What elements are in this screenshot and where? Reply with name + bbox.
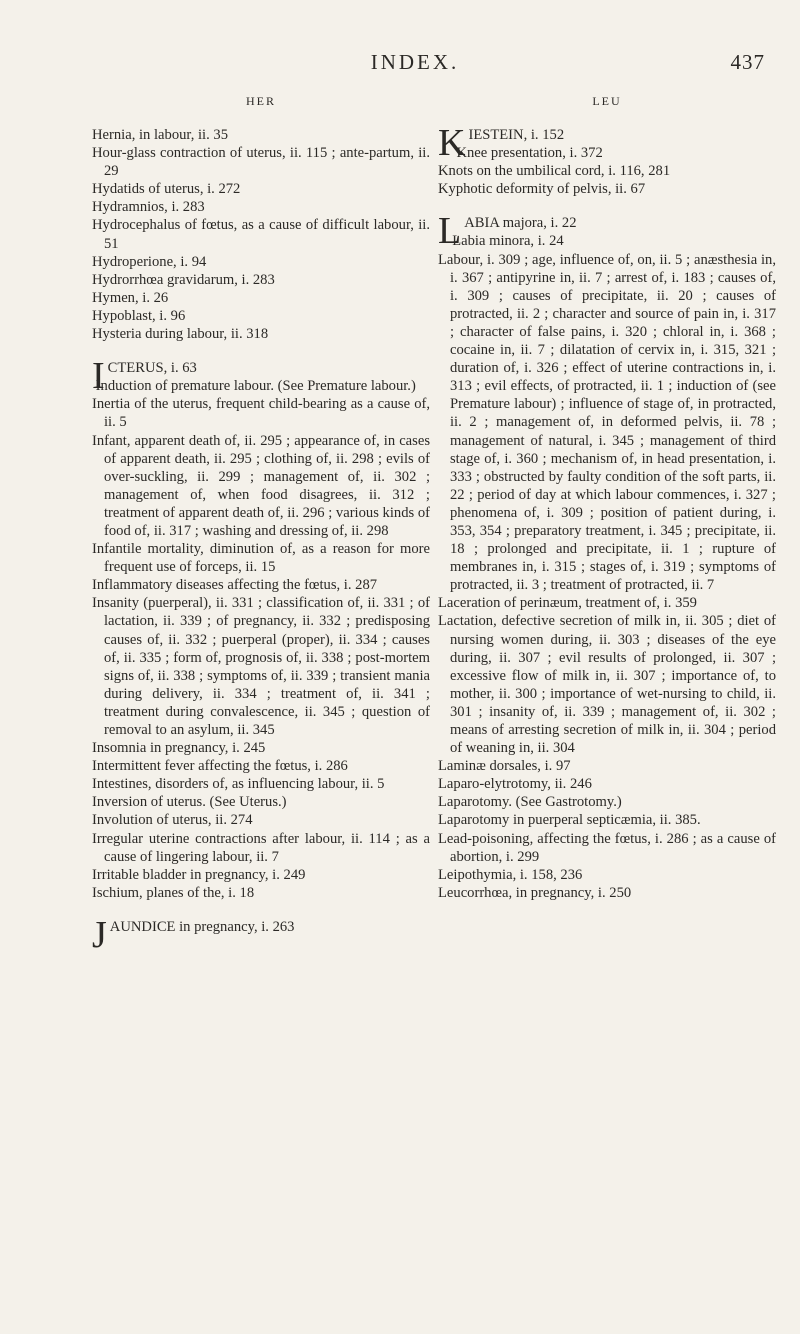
index-entry: Leipothymia, i. 158, 236 [438, 866, 583, 883]
index-entry: Knots on the umbilical cord, i. 116, 281 [438, 163, 671, 180]
header-title: INDEX. [370, 50, 460, 74]
lead-entry-text: ABIA majora, i. 22 [464, 215, 577, 232]
index-entry: Kyphotic deformity of pelvis, ii. 67 [438, 181, 646, 198]
index-entry: Intestines, disorders of, as influencing labour, ii. 5 [92, 776, 385, 793]
lead-entry-text: CTERUS, i. 63 [107, 360, 197, 377]
index-entry: Involution of uterus, ii. 274 [92, 812, 253, 829]
lead-entry-text: AUNDICE in pregnancy, i. 263 [109, 918, 295, 935]
index-entry: Intermittent fever affecting the fœtus, i. 286 [92, 758, 348, 775]
page-number: 437 [730, 50, 765, 74]
drop-cap-i: I [92, 355, 105, 398]
index-entry: Lead-poisoning, affecting the fœtus, i. 286 ; as a cause of abortion, i. 299 [438, 830, 776, 865]
section-j-lead [92, 913, 430, 956]
left-column [92, 126, 430, 956]
group-h-entries [92, 126, 430, 343]
index-entry: Leucorrhœa, in pregnancy, i. 250 [438, 884, 632, 901]
index-entry: Laparotomy in puerperal septicæmia, ii. 385. [438, 812, 701, 829]
right-column [438, 122, 776, 902]
index-entry: Infantile mortality, diminution of, as a reason for more frequent use of forceps, ii. 15 [92, 541, 430, 576]
index-entry: Hydroperione, i. 94 [92, 253, 207, 270]
index-entry: Laparo-elytrotomy, ii. 246 [438, 776, 592, 793]
index-entry: Hydrorrhœa gravidarum, i. 283 [92, 271, 275, 288]
drop-cap-l: L [438, 210, 462, 253]
index-entry: Insanity (puerperal), ii. 331 ; classification of, ii. 331 ; of lactation, ii. 339 ; of pregnancy, ii. 332 ; predisposing causes of, ii. 332 ; puerperal (proper), ii. 334 ; causes of, ii. 335 ; form of, prognosis of, ii. 338 ; post-mortem signs of, ii. 338 ; symptoms of, ii. 339 ; transient mania during delivery, ii. 334 ; treatment of, ii. 341 ; treatment during convalescence, ii. 345 ; question of removal to an asylum, ii. 345 [92, 595, 430, 738]
index-entry: Induction of premature labour. (See Premature labour.) [95, 378, 416, 395]
index-entry: Ischium, planes of the, i. 18 [92, 884, 255, 901]
index-entry: Hour-glass contraction of uterus, ii. 115 ; ante-partum, ii. 29 [92, 145, 430, 180]
index-entry: Hydramnios, i. 283 [92, 199, 205, 216]
running-header [0, 50, 800, 80]
index-entry: Laceration of perinæum, treatment of, i. 359 [438, 595, 697, 612]
index-entry: Lactation, defective secretion of milk in, ii. 305 ; diet of nursing women during, ii. 303 ; diseases of the eye during, ii. 307 ; evil results of prolonged, ii. 307 ; excessive flow of milk in, ii. 307 ; importance of, to mother, ii. 300 ; importance of wet-nursing to child, ii. 301 ; insanity of, ii. 339 ; management of, ii. 302 ; means of arresting secretion of milk in, ii. 304 ; period of weaning in, ii. 304 [438, 613, 776, 757]
left-guide-word: HER [246, 94, 276, 108]
index-entry: Insomnia in pregnancy, i. 245 [92, 740, 266, 757]
index-entry: Infant, apparent death of, ii. 295 ; appearance of, in cases of apparent death, ii. 295 ; clothing of, ii. 298 ; evils of over-suckling, ii. 299 ; management of, ii. 302 ; management of, when food disagrees, ii. 312 ; treatment of apparent death of, ii. 296 ; various kinds of food of, ii. 317 ; washing and dressing of, ii. 298 [92, 432, 430, 539]
drop-cap-k: K [438, 122, 466, 164]
index-entry: Laminæ dorsales, i. 97 [438, 758, 571, 775]
index-entry: Hysteria during labour, ii. 318 [92, 326, 269, 343]
index-entry: Hydrocephalus of fœtus, as a cause of difficult labour, ii. 51 [92, 217, 430, 252]
index-entry: Inversion of uterus. (See Uterus.) [92, 794, 287, 811]
index-entry: Knee presentation, i. 372 [456, 145, 603, 162]
group-k-entries [438, 144, 776, 198]
index-entry: Hymen, i. 26 [92, 289, 169, 306]
index-entry: Irregular uterine contractions after labour, ii. 114 ; as a cause of lingering labour, ii. 7 [92, 830, 430, 865]
index-entry: Hydatids of uterus, i. 272 [92, 181, 241, 198]
group-i-entries [92, 377, 430, 902]
right-guide-word: LEU [592, 94, 622, 108]
index-entry: Labour, i. 309 ; age, influence of, on, ii. 5 ; anæsthesia in, i. 367 ; antipyrine in, ii. 7 ; arrest of, i. 183 ; causes of, i. 309 ; causes of precipitate, ii. 20 ; causes of protracted, ii. 2 ; character and source of pain in, i. 317 ; character of false pains, i. 320 ; chloral in, i. 368 ; cocaine in, ii. 7 ; dilatation of cervix in, i. 315, 321 ; duration of, i. 326 ; effect of uterine contractions in, i. 313 ; evil effects, of protracted, ii. 1 ; induction of (see Premature labour) ; influence of stage of, in protracted, ii. 2 ; management of, in deformed pelvis, ii. 78 ; management of natural, i. 345 ; management of third stage of, i. 360 ; mechanism of, in head presentation, i. 333 ; obstructed by faulty condition of the soft parts, ii. 22 ; period of day at which labour commences, i. 327 ; phenomena of, i. 309 ; position of patient during, i. 353, 354 ; preparatory treatment, i. 345 ; precipitate, ii. 18 ; prolonged and precipitate, ii. 1 ; rupture of membranes in, i. 315 ; stages of, i. 319 ; symptoms of protracted, ii. 3 ; treatment of protracted, ii. 7 [438, 251, 776, 594]
index-entry: Laparotomy. (See Gastrotomy.) [438, 794, 622, 811]
index-entry: Inflammatory diseases affecting the fœtus, i. 287 [92, 577, 378, 594]
index-entry: Inertia of the uterus, frequent child-bearing as a cause of, ii. 5 [92, 396, 430, 431]
drop-cap-j: J [92, 913, 107, 956]
index-entry: Labia minora, i. 24 [452, 233, 564, 250]
index-entry: Hypoblast, i. 96 [92, 307, 186, 324]
index-entry: Irritable bladder in pregnancy, i. 249 [92, 866, 306, 883]
group-l-entries [438, 232, 776, 901]
lead-entry-text: IESTEIN, i. 152 [468, 127, 565, 143]
index-entry: Hernia, in labour, ii. 35 [92, 127, 228, 143]
